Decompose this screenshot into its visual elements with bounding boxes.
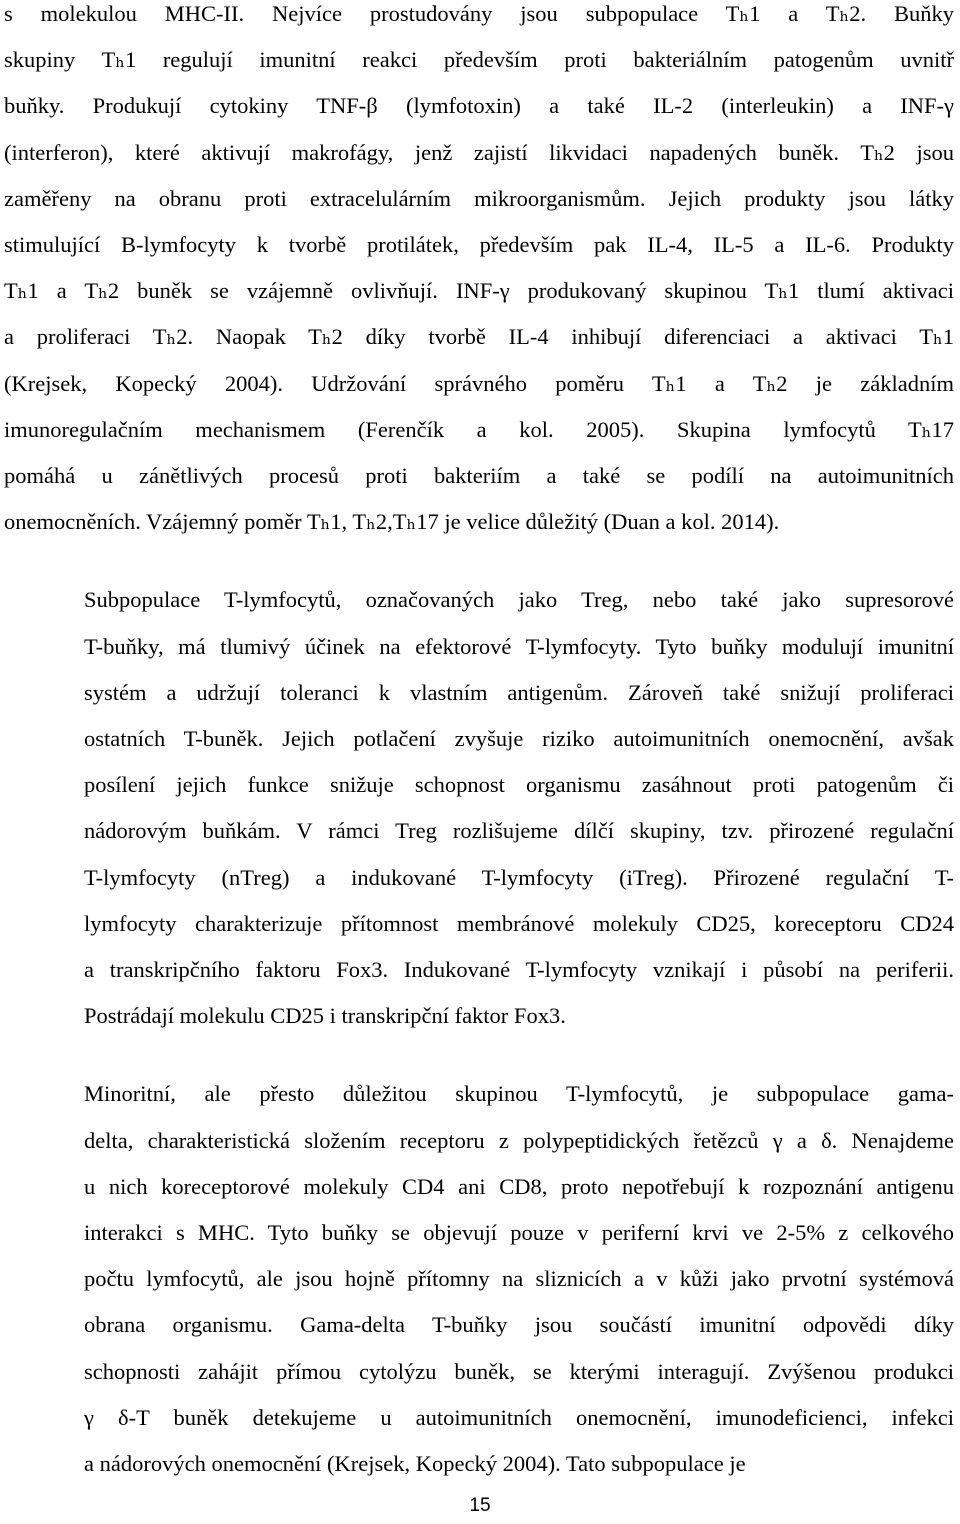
text-line: a nádorových onemocnění (Krejsek, Kopecký 2004). Tato subpopulace je: [84, 1451, 746, 1477]
text-line: počtu lymfocytů, ale jsou hojně přítomny na sliznicích a v kůži jako prvotní systémová: [84, 1266, 954, 1292]
text-line: stimulující B-lymfocyty k tvorbě protilátek, především pak IL-4, IL-5 a IL-6. Produkty: [4, 232, 954, 258]
text-line: ostatních T-buněk. Jejich potlačení zvyšuje riziko autoimunitních onemocnění, avšak: [84, 726, 954, 752]
text-line: schopnosti zahájit přímou cytolýzu buněk, se kterými interagují. Zvýšenou produkci: [84, 1358, 954, 1384]
text-line: Subpopulace T-lymfocytů, označovaných jako Treg, nebo také jako supresorové: [84, 587, 954, 613]
text-line: Minoritní, ale přesto důležitou skupinou T-lymfocytů, je subpopulace gama-: [84, 1081, 954, 1107]
text-line: s molekulou MHC-II. Nejvíce prostudovány jsou subpopulace Tₕ1 a Tₕ2. Buňky: [4, 1, 954, 26]
text-line: imunoregulačním mechanismem (Ferenčík a kol. 2005). Skupina lymfocytů Tₕ17: [4, 416, 954, 442]
text-line: delta, charakteristická složením receptoru z polypeptidických řetězců γ a δ. Nenajdeme: [84, 1127, 954, 1153]
text-line: Tₕ1 a Tₕ2 buněk se vzájemně ovlivňují. INF-γ produkovaný skupinou Tₕ1 tlumí aktivaci: [4, 278, 954, 304]
text-line: lymfocyty charakterizuje přítomnost membránové molekuly CD25, koreceptoru CD24: [84, 910, 954, 936]
text-line: a transkripčního faktoru Fox3. Indukované T-lymfocyty vznikají i působí na periferii.: [84, 957, 954, 983]
text-line: a proliferaci Tₕ2. Naopak Tₕ2 díky tvorbě IL-4 inhibují diferenciaci a aktivaci Tₕ1: [4, 324, 954, 350]
text-line: buňky. Produkují cytokiny TNF-β (lymfotoxin) a také IL-2 (interleukin) a INF-γ: [4, 93, 954, 119]
text-line: zaměřeny na obranu proti extracelulárním mikroorganismům. Jejich produkty jsou látky: [4, 185, 954, 211]
page-number: 15: [469, 1495, 491, 1516]
text-line: obrana organismu. Gama-delta T-buňky jsou součástí imunitní odpovědi díky: [84, 1312, 954, 1338]
text-line: T-lymfocyty (nTreg) a indukované T-lymfocyty (iTreg). Přirozené regulační T-: [84, 864, 954, 890]
text-line: T-buňky, má tlumivý účinek na efektorové T-lymfocyty. Tyto buňky modulují imunitní: [84, 633, 954, 659]
text-line: γ δ-T buněk detekujeme u autoimunitních onemocnění, imunodeficienci, infekci: [84, 1404, 954, 1430]
paragraph-treg: [4, 577, 954, 1039]
text-line: posílení jejich funkce snižuje schopnost organismu zasáhnout proti patogenům či: [84, 772, 954, 798]
text-line: nádorovým buňkám. V rámci Treg rozlišujeme dílčí skupiny, tzv. přirozené regulační: [84, 818, 954, 844]
text-line: u nich koreceptorové molekuly CD4 ani CD8, proto nepotřebují k rozpoznání antigenu: [84, 1173, 954, 1199]
text-line: (interferon), které aktivují makrofágy, jenž zajistí likvidaci napadených buněk. Tₕ2 jsou: [4, 139, 954, 165]
text-line: skupiny Tₕ1 regulují imunitní reakci především proti bakteriálním patogenům uvnitř: [4, 47, 954, 73]
text-line: onemocněních. Vzájemný poměr Tₕ1, Tₕ2,Tₕ17 je velice důležitý (Duan a kol. 2014).: [4, 509, 780, 535]
text-line: pomáhá u zánětlivých procesů proti bakteriím a také se podílí na autoimunitních: [4, 463, 954, 489]
text-line: Postrádají molekulu CD25 i transkripční faktor Fox3.: [84, 1003, 566, 1029]
text-line: systém a udržují toleranci k vlastním antigenům. Zároveň také snižují proliferaci: [84, 679, 954, 705]
text-line: interakci s MHC. Tyto buňky se objevují pouze v periferní krvi ve 2-5% z celkového: [84, 1220, 954, 1246]
paragraph-gamma-delta: [4, 1071, 954, 1487]
text-line: (Krejsek, Kopecký 2004). Udržování správného poměru Tₕ1 a Tₕ2 je základním: [4, 370, 954, 396]
paragraph-th-subpopulations: [4, 0, 954, 545]
